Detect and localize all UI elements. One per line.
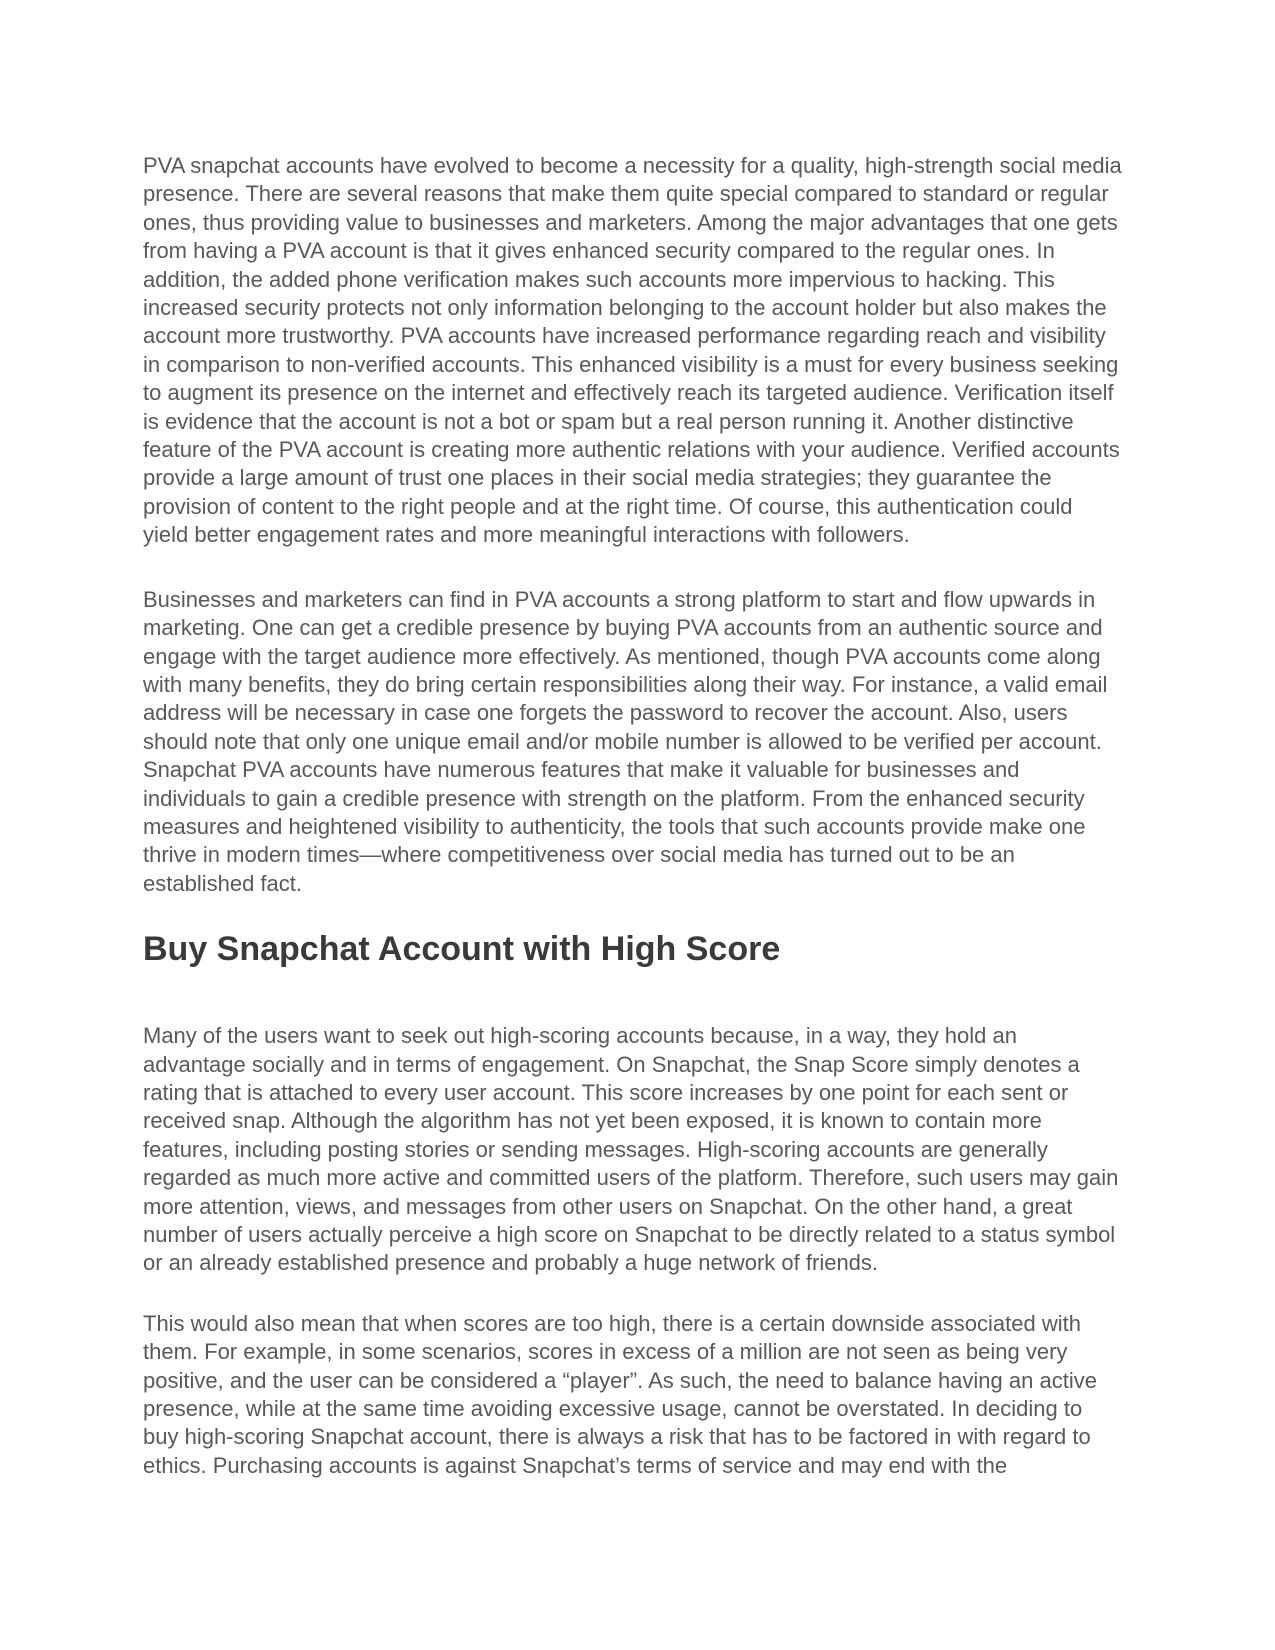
text-line: regarded as much more active and committed users of the platform. Therefore, such users may gain — [143, 1165, 1119, 1191]
paragraph — [143, 1022, 1133, 1278]
text-line: marketing. One can get a credible presence by buying PVA accounts from an authentic source and — [143, 615, 1103, 641]
text-line: positive, and the user can be considered a “player”. As such, the need to balance having an active — [143, 1367, 1097, 1393]
section-heading: Buy Snapchat Account with High Score — [143, 930, 781, 969]
text-line: features, including posting stories or sending messages. High-scoring accounts are generally — [143, 1136, 1048, 1162]
text-line: presence. There are several reasons that make them quite special compared to standard or regular — [143, 181, 1109, 207]
text-line: address will be necessary in case one forgets the password to recover the account. Also, users — [143, 700, 1068, 726]
text-line: feature of the PVA account is creating more authentic relations with your audience. Verified accounts — [143, 437, 1120, 463]
text-line: from having a PVA account is that it gives enhanced security compared to the regular ones. In — [143, 238, 1055, 264]
text-line: ethics. Purchasing accounts is against Snapchat’s terms of service and may end with the — [143, 1452, 1008, 1478]
text-line: them. For example, in some scenarios, scores in excess of a million are not seen as being very — [143, 1339, 1068, 1365]
text-line: Businesses and marketers can find in PVA accounts a strong platform to start and flow upwards in — [143, 586, 1096, 612]
text-line: buy high-scoring Snapchat account, there is always a risk that has to be factored in with regard to — [143, 1424, 1091, 1450]
text-line: to augment its presence on the internet and effectively reach its targeted audience. Verification itself — [143, 380, 1114, 406]
text-line: presence, while at the same time avoiding excessive usage, cannot be overstated. In deciding to — [143, 1396, 1083, 1422]
text-line: rating that is attached to every user account. This score increases by one point for each sent or — [143, 1079, 1069, 1105]
text-line: account more trustworthy. PVA accounts have increased performance regarding reach and visibility — [143, 323, 1106, 349]
text-line: increased security protects not only information belonging to the account holder but also makes the — [143, 295, 1107, 321]
text-line: measures and heightened visibility to authenticity, the tools that such accounts provide make one — [143, 813, 1086, 839]
paragraph — [143, 586, 1133, 898]
text-line: provide a large amount of trust one places in their social media strategies; they guarantee the — [143, 465, 1052, 491]
text-line: number of users actually perceive a high score on Snapchat to be directly related to a status symbol — [143, 1222, 1116, 1247]
text-line: established fact. — [143, 870, 302, 896]
text-line: more attention, views, and messages from other users on Snapchat. On the other hand, a great — [143, 1193, 1073, 1219]
text-line: with many benefits, they do bring certain responsibilities along their way. For instance, a valid email — [143, 671, 1108, 697]
text-line: ones, thus providing value to businesses and marketers. Among the major advantages that one gets — [143, 209, 1118, 235]
paragraph — [143, 152, 1133, 550]
text-line: PVA snapchat accounts have evolved to become a necessity for a quality, high-strength social media — [143, 153, 1122, 178]
text-line: is evidence that the account is not a bot or spam but a real person running it. Another distinctive — [143, 408, 1074, 434]
text-line: Snapchat PVA accounts have numerous features that make it valuable for businesses and — [143, 757, 1020, 783]
text-line: received snap. Although the algorithm has not yet been exposed, it is known to contain more — [143, 1108, 1042, 1134]
text-line: provision of content to the right people and at the right time. Of course, this authentication could — [143, 493, 1073, 519]
paragraph — [143, 1310, 1133, 1480]
text-line: thrive in modern times—where competitiveness over social media has turned out to be an — [143, 842, 1015, 868]
text-line: individuals to gain a credible presence with strength on the platform. From the enhanced security — [143, 785, 1085, 811]
text-line: addition, the added phone verification makes such accounts more impervious to hacking. This — [143, 266, 1055, 292]
text-line: in comparison to non-verified accounts. This enhanced visibility is a must for every business seeking — [143, 351, 1119, 377]
text-line: advantage socially and in terms of engagement. On Snapchat, the Snap Score simply denotes a — [143, 1051, 1080, 1077]
text-line: yield better engagement rates and more meaningful interactions with followers. — [143, 522, 910, 548]
text-line: should note that only one unique email and/or mobile number is allowed to be verified per account. — [143, 728, 1102, 754]
text-line: This would also mean that when scores are too high, there is a certain downside associated with — [143, 1310, 1081, 1336]
text-line: Many of the users want to seek out high-scoring accounts because, in a way, they hold an — [143, 1023, 1017, 1049]
text-line: or an already established presence and probably a huge network of friends. — [143, 1250, 879, 1276]
text-line: engage with the target audience more effectively. As mentioned, though PVA accounts come along — [143, 643, 1101, 669]
document-content — [143, 152, 1133, 1516]
